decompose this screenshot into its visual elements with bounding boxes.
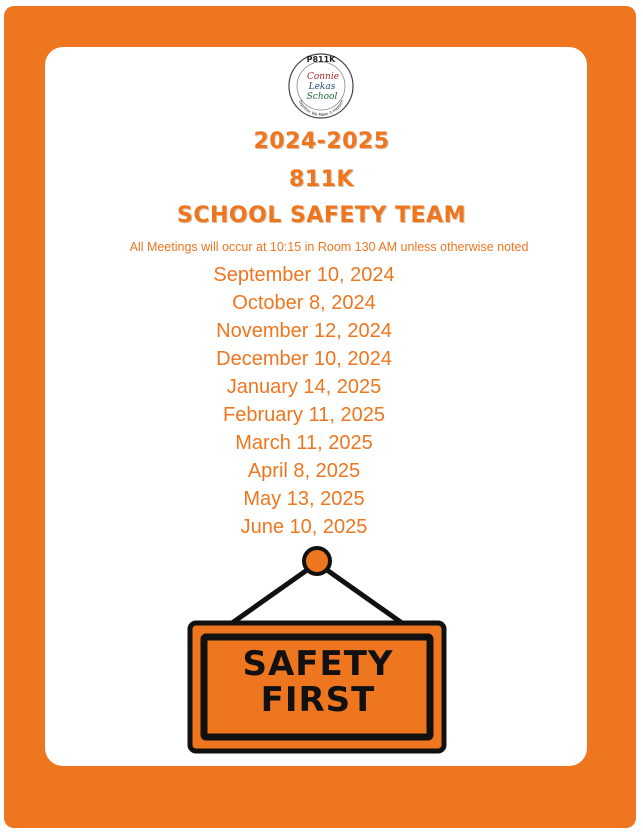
school-code-heading: 811K: [289, 167, 354, 192]
meeting-date: September 10, 2024: [213, 264, 395, 286]
meeting-date: November 12, 2024: [216, 320, 392, 342]
meeting-date: February 11, 2025: [223, 404, 385, 426]
sign-line-1: SAFETY: [242, 644, 394, 684]
school-year-heading: 2024-2025: [253, 129, 390, 154]
meeting-date: December 10, 2024: [216, 348, 392, 370]
logo-name-line3: School: [306, 92, 338, 102]
meeting-date: March 11, 2025: [235, 432, 373, 454]
meeting-date: January 14, 2025: [226, 376, 382, 398]
safety-sign-text: [205, 646, 431, 718]
school-logo: [287, 52, 355, 120]
meeting-date: June 10, 2025: [240, 516, 368, 538]
meeting-dates-list: [0, 261, 608, 541]
meeting-date: May 13, 2025: [243, 488, 365, 510]
logo-motto: Together We Make it Happen: [297, 98, 345, 118]
sign-line-2: FIRST: [260, 680, 376, 720]
meeting-date: April 8, 2025: [247, 460, 361, 482]
team-heading: SCHOOL SAFETY TEAM: [177, 203, 466, 228]
logo-code: P811K: [306, 55, 336, 64]
logo-name-line1: Connie: [306, 72, 340, 82]
logo-name-line2: Lekas: [308, 82, 336, 92]
meeting-note: All Meetings will occur at 10:15 in Room 130 AM unless otherwise noted: [129, 240, 529, 254]
meeting-date: October 8, 2024: [232, 292, 376, 314]
